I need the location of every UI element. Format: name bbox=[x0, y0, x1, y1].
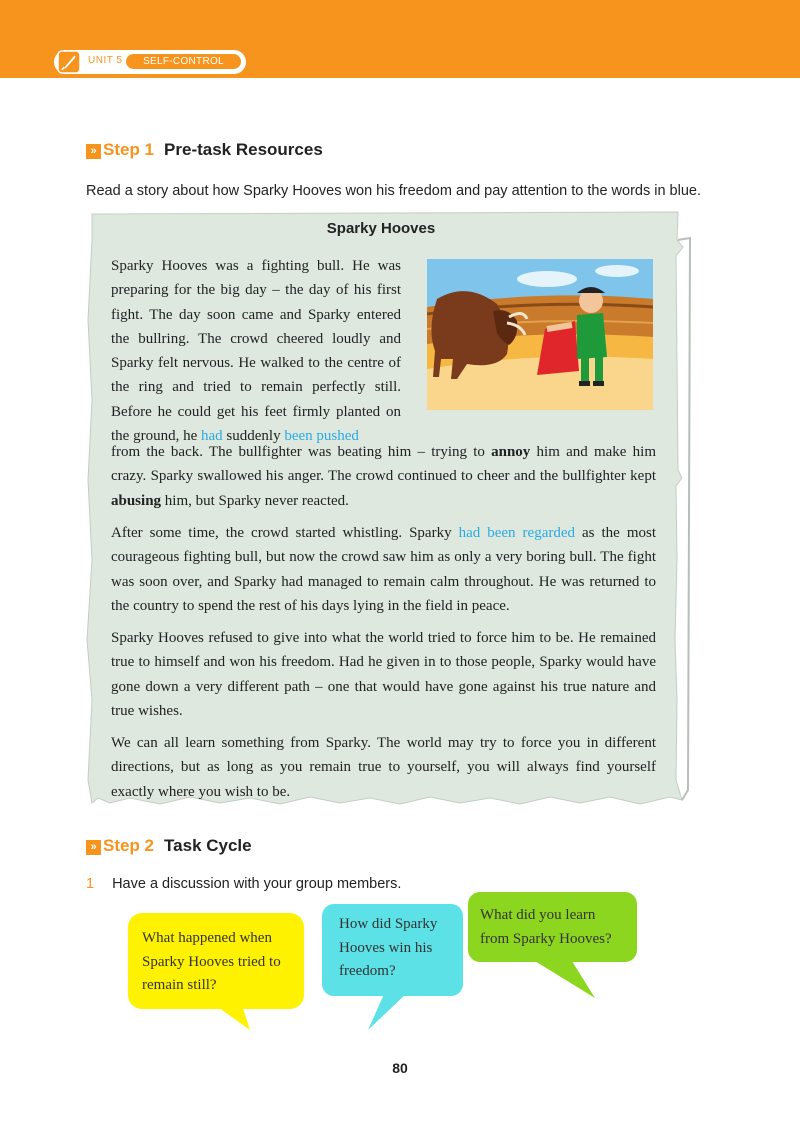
chevron-icon: » bbox=[86, 144, 101, 159]
story-text: him, but Sparky never reacted. bbox=[161, 492, 349, 509]
bold-abusing: abusing bbox=[111, 492, 162, 509]
step2-title: Task Cycle bbox=[164, 836, 252, 855]
step1-title: Pre-task Resources bbox=[164, 140, 323, 159]
story-paragraph-3: Sparky Hooves refused to give into what the world tried to force him to be. He remained true to himself and won his freedom. Had he given in to those people, Sparky would have gone down a very different path – one that would have gone against his true nature and true wishes. bbox=[111, 630, 656, 719]
story-text: from the back. The bullfighter was beating him – trying to bbox=[111, 444, 492, 460]
unit-title: SELF-CONTROL bbox=[126, 54, 241, 69]
task-text: Have a discussion with your group members. bbox=[112, 876, 402, 892]
step1-number: Step 1 bbox=[103, 140, 155, 159]
unit-label: UNIT 5 bbox=[88, 55, 123, 66]
story-paragraph-4: We can all learn something from Sparky. The world may try to force you in different directions, but as long as you remain true to yourself, you will always find yourself exactly where you wish to be. bbox=[111, 735, 656, 800]
chevron-icon: » bbox=[86, 840, 101, 855]
bubble-text-3: What did you learn from Sparky Hooves? bbox=[480, 907, 612, 947]
bubble-text-1: What happened when Sparky Hooves tried to remain still? bbox=[142, 930, 281, 993]
bubble-text-2: How did Sparky Hooves win his freedom? bbox=[339, 916, 438, 979]
story-text: as the most courageous fighting bull, but now the crowd saw him as only a very boring bull. The fight was soon over, and Sparky had managed to remain calm throughout. He was returned to the country to spend the rest of his days lying in the field in peace. bbox=[111, 525, 656, 614]
story-text: Sparky Hooves was a fighting bull. He was preparing for the big day – the day of his first fight. The day soon came and Sparky entered the bullring. The crowd cheered loudly and Sparky felt nervous. He walked to the centre of the ring and tried to remain perfectly still. Before he could get his feet firmly planted on the ground, he bbox=[111, 258, 401, 445]
step2-number: Step 2 bbox=[103, 836, 155, 855]
step1-intro: Read a story about how Sparky Hooves won his freedom and pay attention to the words in blue. bbox=[86, 183, 701, 199]
story-text: After some time, the crowd started whistling. Sparky bbox=[111, 525, 459, 541]
highlight-had-been-regarded: had been regarded bbox=[458, 525, 576, 541]
task-number: 1 bbox=[86, 876, 95, 892]
highlight-been-pushed: been pushed bbox=[284, 428, 359, 445]
bold-annoy: annoy bbox=[491, 444, 531, 460]
story-text: suddenly bbox=[222, 428, 285, 445]
story-text: him and make him crazy. Sparky swallowed his anger. The crowd continued to cheer and the bullfighter kept bbox=[111, 444, 656, 485]
page-number: 80 bbox=[392, 1060, 408, 1076]
story-title: Sparky Hooves bbox=[326, 220, 436, 237]
highlight-had: had bbox=[200, 428, 223, 445]
